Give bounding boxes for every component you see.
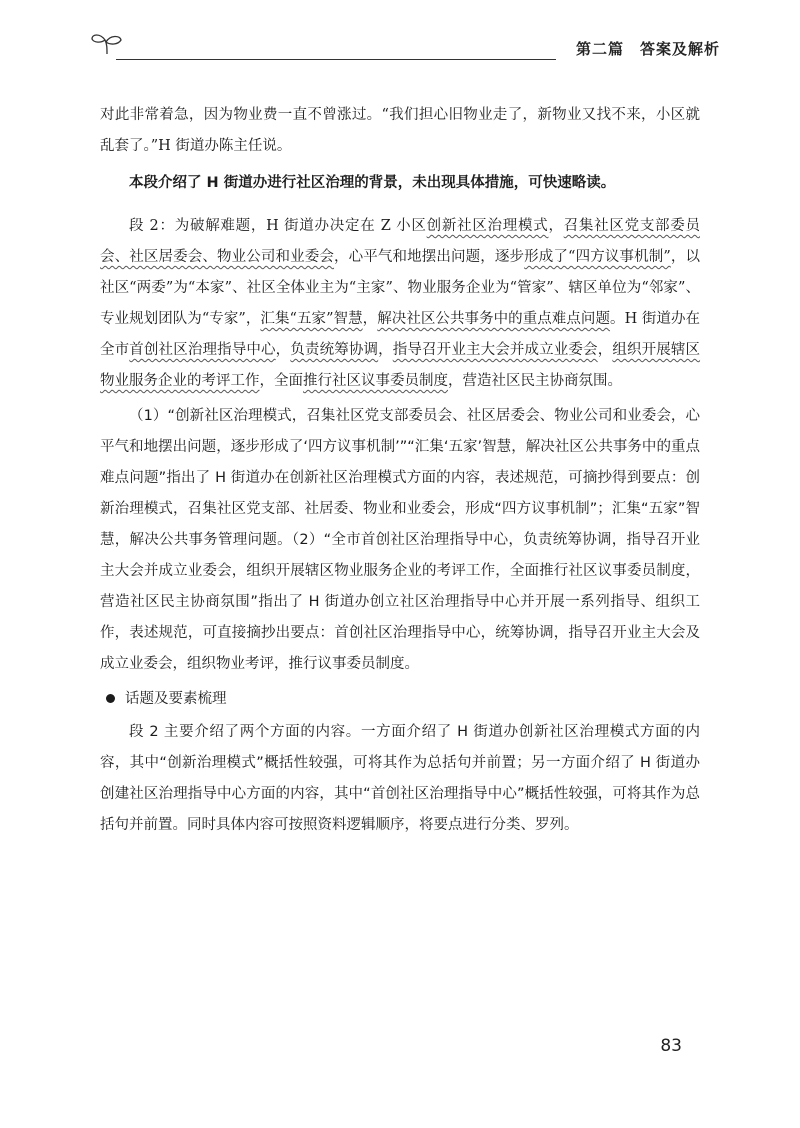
page-number: 83 xyxy=(660,1036,682,1056)
key-phrase: 形成了“四方议事机制” xyxy=(524,249,671,265)
topic-heading xyxy=(100,684,700,715)
para2-text: ，全面 xyxy=(259,373,303,389)
para2-text: 。H 街道办在全市 xyxy=(100,311,701,358)
page-content xyxy=(100,100,700,841)
para2-text: ， xyxy=(275,342,291,358)
para2-text: 段 2：为破解难题，H 街道办决定在 Z 小区 xyxy=(129,218,427,234)
material-paragraph-2 xyxy=(100,211,700,397)
key-phrase: 推行社区议事委员制度 xyxy=(303,373,448,389)
key-phrase: 召集社区党支部委员会、社区居委会、物业公司和业委会 xyxy=(100,218,700,265)
key-phrase: 组织开展辖区物业服务企业的考评工作 xyxy=(100,342,701,389)
key-phrase: 负责统筹协调 xyxy=(290,342,379,358)
topic-heading-label: 话题及要素梳理 xyxy=(125,691,227,707)
para2-text: ，营造社区民主协商氛围。 xyxy=(448,373,622,389)
key-phrase: 指导召开业主大会并成立业委会 xyxy=(392,342,598,358)
bullet-icon xyxy=(106,694,115,703)
para2-text: ，心平气和地摆出问题，逐步 xyxy=(334,249,525,265)
para2-text: ， xyxy=(548,218,564,234)
material-paragraph-continued: 对此非常着急，因为物业费一直不曾涨过。“我们担心旧物业走了，新物业又找不来，小区就乱套了。”H 街道办陈主任说。 xyxy=(100,107,700,154)
para2-text: ， xyxy=(378,342,393,358)
running-header xyxy=(90,26,720,66)
analysis-note-2: （1）“创新社区治理模式，召集社区党支部委员会、社区居委会、物业公司和业委会，心平气和地摆出问题，逐步形成了‘四方议事机制’”“汇集‘五家’智慧，解决社区公共事务中的重点难点问题”指出了 H 街道办在创新社区治理模式方面的内容，表述规范，可摘抄得到要点：创新治理模式，召集社区党支部、社居委、物业和业委会，形成“四方议事机制”；汇集“五家”智慧，解决公共事务管理问题。（2）“全市首创社区治理指导中心，负责统筹协调，指导召开业主大会并成立业委会，组织开展辖区物业服务企业的考评工作，全面推行社区议事委员制度，营造社区民主协商氛围”指出了 H 街道办创立社区治理指导中心并开展一系列指导、组织工作，表述规范，可直接摘抄出要点：首创社区治理指导中心，统筹协调，指导召开业主大会及成立业委会，组织物业考评，推行议事委员制度。 xyxy=(100,408,700,672)
header-section-title: 第二篇 答案及解析 xyxy=(575,40,720,58)
para2-text: ， xyxy=(597,342,613,358)
analysis-paragraph-3: 段 2 主要介绍了两个方面的内容。一方面介绍了 H 街道办创新社区治理模式方面的内容，其中“创新治理模式”概括性较强，可将其作为总括句并前置；另一方面介绍了 H 街道办创建社区治理指导中心方面的内容，其中“首创社区治理指导中心”概括性较强，可将其作为总括句并前置。同时具体内容可按照资料逻辑顺序，将要点进行分类、罗列。 xyxy=(100,724,700,833)
key-phrase: 汇集“五家”智慧 xyxy=(260,311,363,327)
key-phrase: 首创社区治理指导中心 xyxy=(129,342,276,358)
sprout-icon xyxy=(90,30,124,56)
para2-text: ，以社区“两委”为“本家”、社区全体业主为“主家”、物业服务企业为“管家”、辖区单位为“邻家”、专业规划团队为“专家”， xyxy=(100,249,701,327)
key-phrase: 创新社区治理模式 xyxy=(426,218,549,234)
header-rule xyxy=(116,59,556,60)
para2-text: ， xyxy=(362,311,378,327)
analysis-note-1: 本段介绍了 H 街道办进行社区治理的背景，未出现具体措施，可快速略读。 xyxy=(129,175,616,191)
key-phrase: 解决社区公共事务中的重点难点问题 xyxy=(377,311,611,327)
